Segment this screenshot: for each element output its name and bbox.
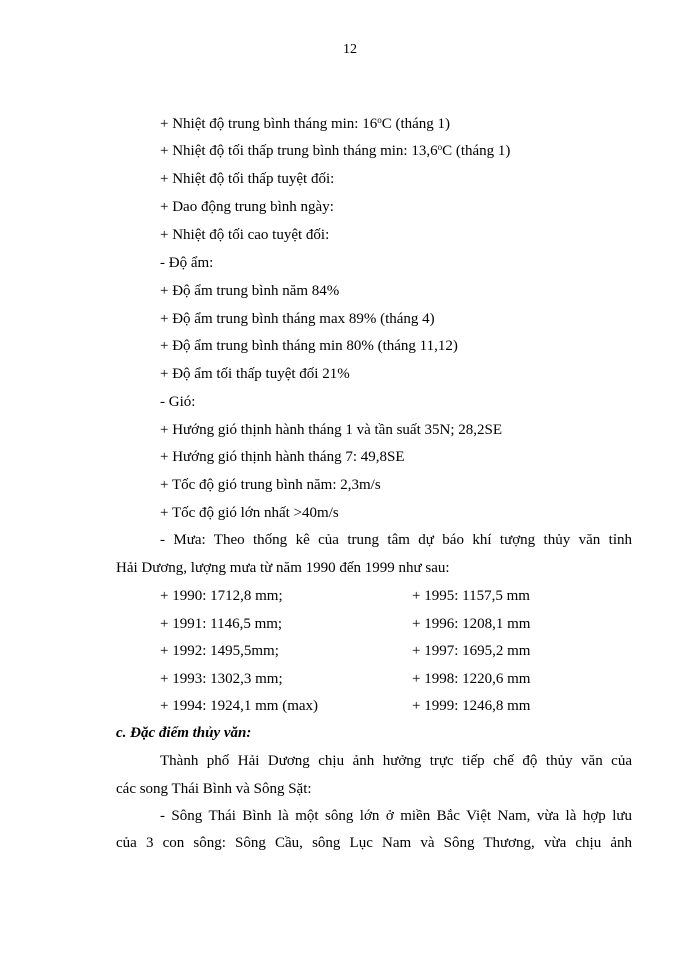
hydrology-paragraph-line: Thành phố Hải Dương chịu ảnh hưởng trực tiếp chế độ thủy văn của [160, 753, 632, 769]
rain-right-item: + 1997: 1695,2 mm [412, 643, 531, 659]
humidity-title: - Độ ẩm: [160, 255, 214, 271]
page-number: 12 [343, 42, 357, 57]
rain-intro: - Mưa: Theo thống kê của trung tâm dự báo khí tượng thủy văn tỉnh [160, 532, 632, 548]
hydrology-paragraph-line: các song Thái Bình và Sông Sặt: [116, 781, 312, 797]
rain-left-item: + 1991: 1146,5 mm; [160, 616, 283, 632]
wind-line: + Tốc độ gió trung bình năm: 2,3m/s [160, 477, 381, 493]
humidity-line: + Độ ẩm trung bình tháng max 89% (tháng 4) [160, 311, 435, 327]
humidity-line: + Độ ẩm trung bình tháng min 80% (tháng 11,12) [160, 338, 458, 354]
rain-right-item: + 1999: 1246,8 mm [412, 698, 531, 714]
wind-line: + Hướng gió thịnh hành tháng 1 và tần suất 35N; 28,2SE [160, 422, 502, 438]
temp-line: + Dao động trung bình ngày: [160, 199, 334, 215]
hydrology-paragraph-line: - Sông Thái Bình là một sông lớn ở miền Bắc Việt Nam, vừa là hợp lưu [160, 808, 632, 824]
rain-right-item: + 1998: 1220,6 mm [412, 671, 531, 687]
hydrology-paragraph-line: của 3 con sông: Sông Cầu, sông Lục Nam và Sông Thương, vừa chịu ảnh [116, 835, 632, 851]
wind-line: + Hướng gió thịnh hành tháng 7: 49,8SE [160, 449, 405, 465]
rain-left-item: + 1990: 1712,8 mm; [160, 588, 283, 604]
humidity-line: + Độ ẩm trung bình năm 84% [160, 283, 340, 299]
rain-left-item: + 1992: 1495,5mm; [160, 643, 279, 659]
wind-title: - Gió: [160, 394, 196, 410]
rain-left-item: + 1993: 1302,3 mm; [160, 671, 283, 687]
rain-right-item: + 1996: 1208,1 mm [412, 616, 531, 632]
temp-line: + Nhiệt độ trung bình tháng min: 16$^o$C (tháng 1) [160, 115, 451, 132]
humidity-line: + Độ ẩm tối thấp tuyệt đối 21% [160, 366, 350, 382]
temp-line: + Nhiệt độ tối cao tuyệt đối: [160, 227, 330, 243]
rain-intro-cont: Hải Dương, lượng mưa từ năm 1990 đến 1999 như sau: [116, 560, 450, 576]
rain-left-item: + 1994: 1924,1 mm (max) [160, 698, 319, 714]
wind-line: + Tốc độ gió lớn nhất >40m/s [160, 505, 339, 521]
section-heading: c. Đặc điểm thủy văn: [116, 725, 252, 741]
temp-line: + Nhiệt độ tối thấp tuyệt đối: [160, 171, 335, 187]
rain-right-item: + 1995: 1157,5 mm [412, 588, 530, 604]
temp-line: + Nhiệt độ tối thấp trung bình tháng min: 13,6$^o$C (tháng 1) [160, 142, 511, 159]
